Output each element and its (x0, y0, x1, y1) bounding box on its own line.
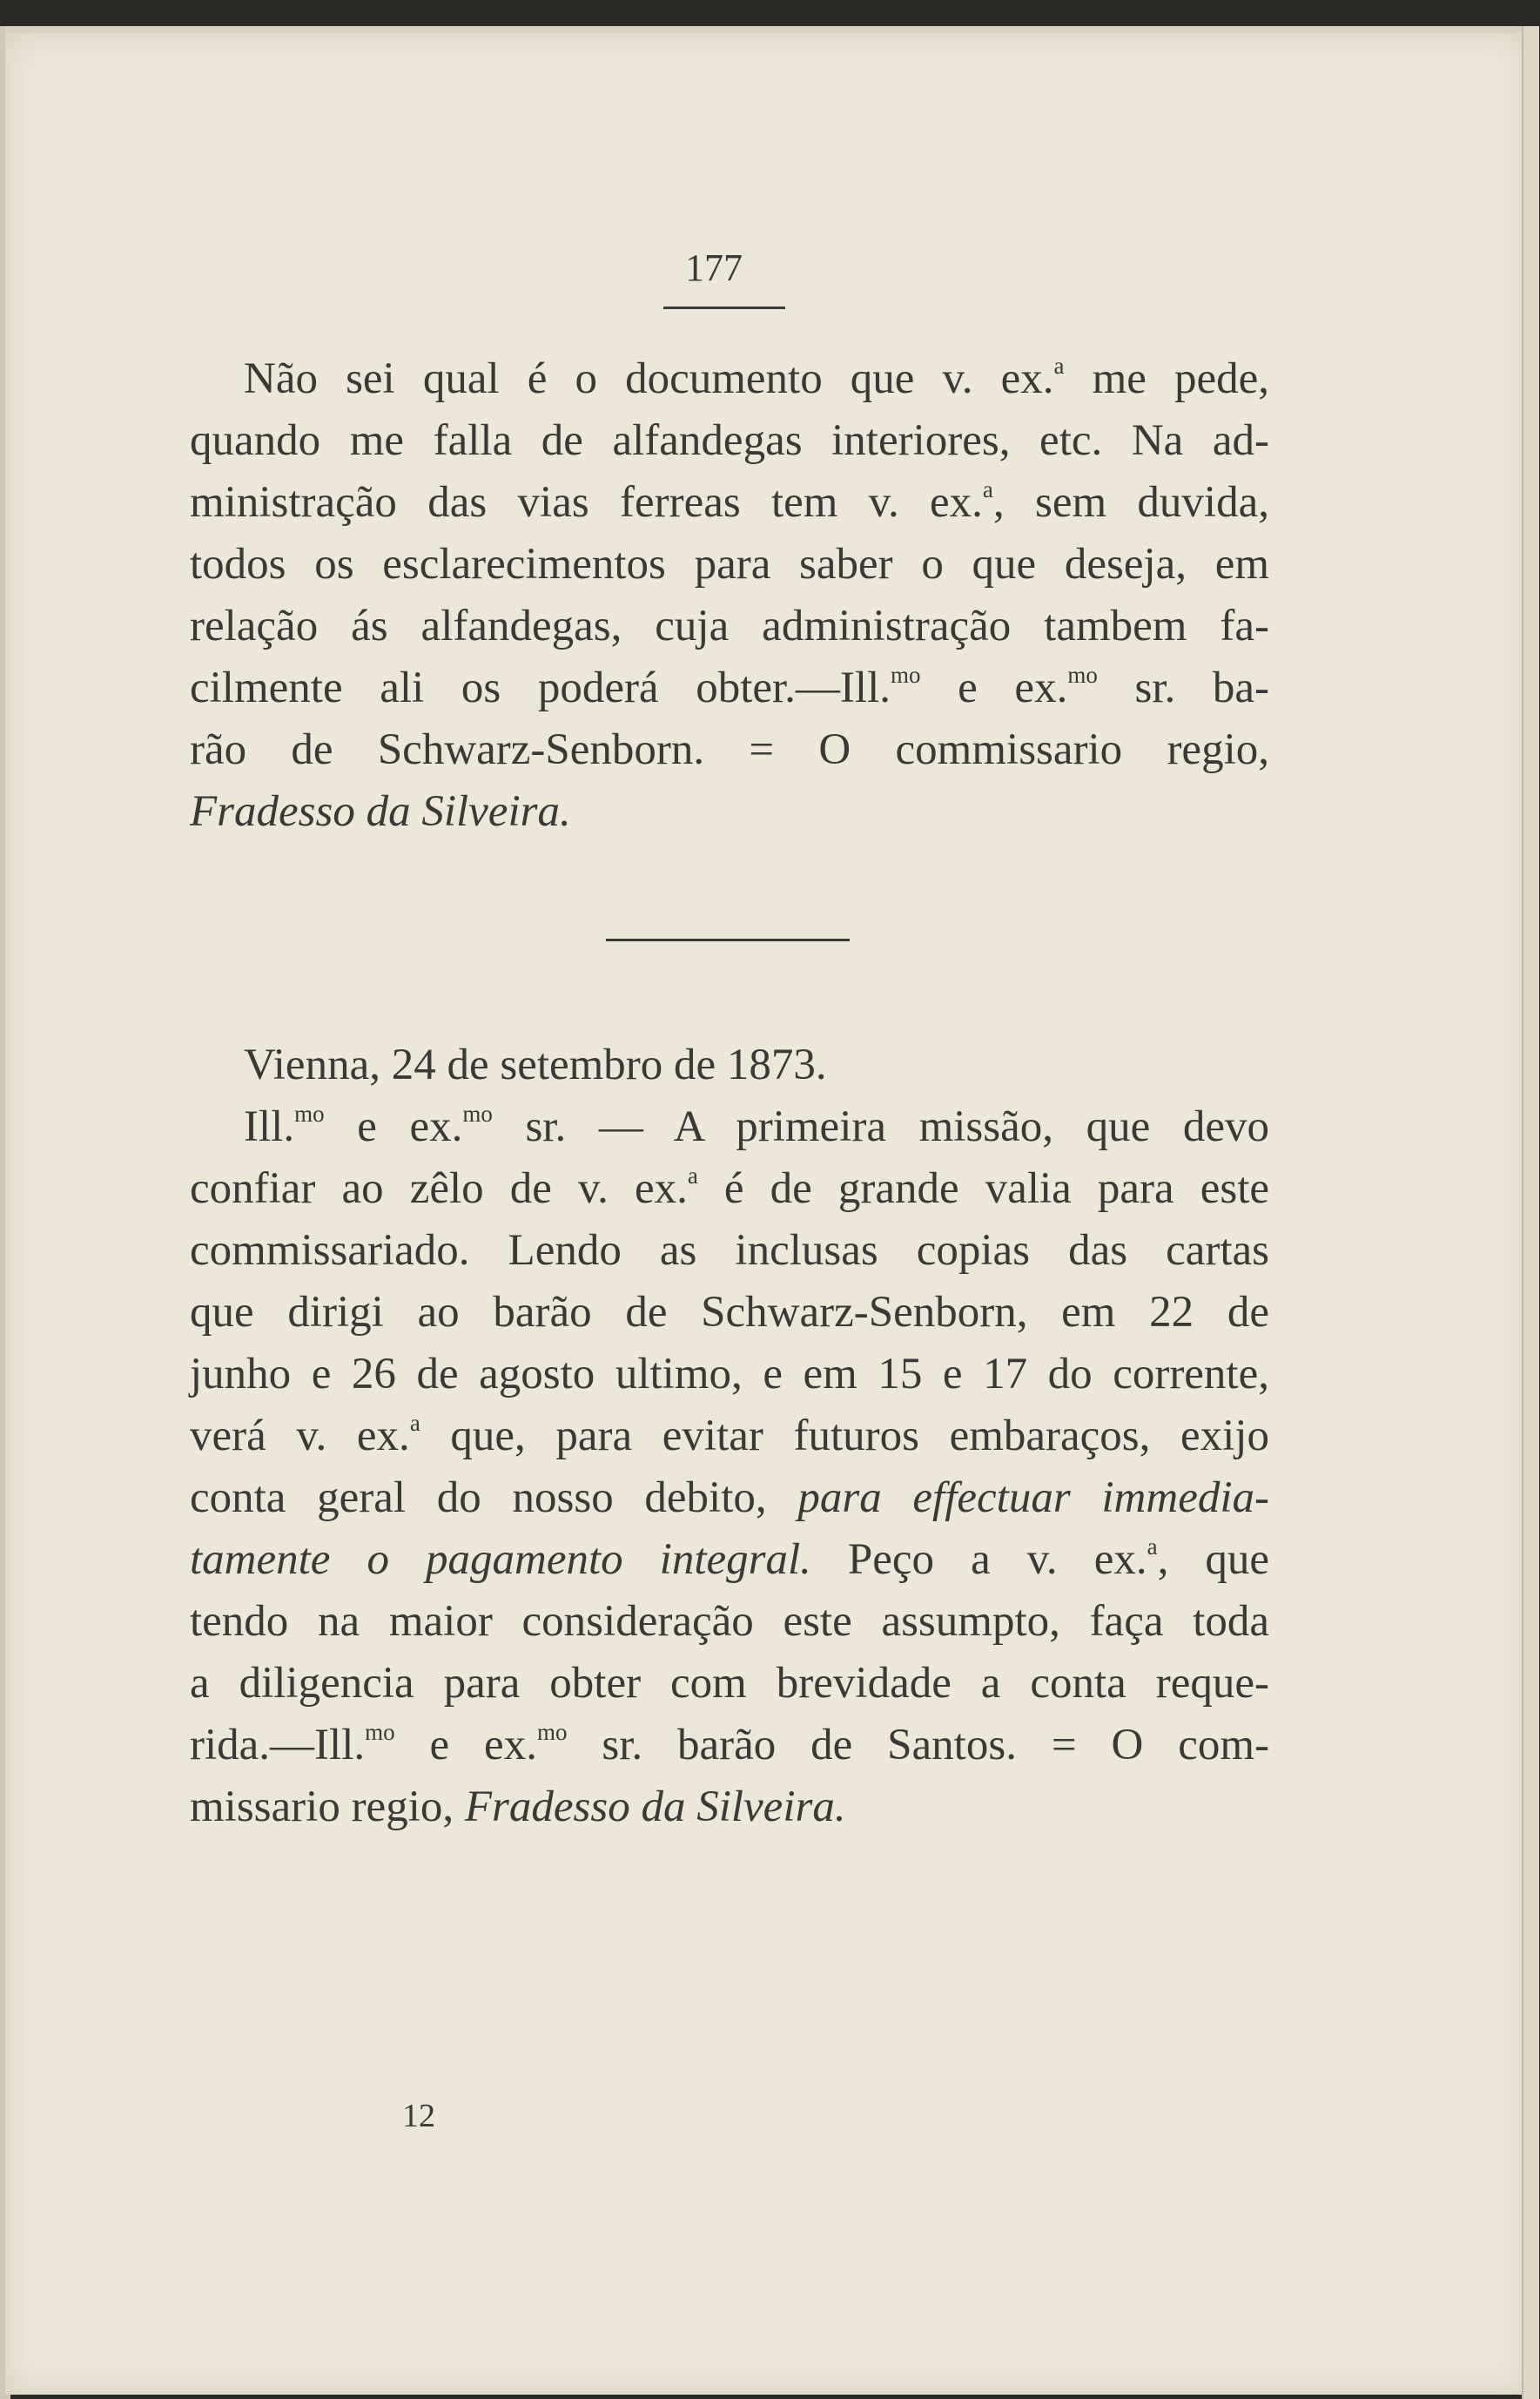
letter-2-line-1: Ill.$^{mo}$ e ex.$^{mo}$ sr. — A primeira missão, que devo (244, 1101, 1269, 1151)
letter-1 (190, 348, 1269, 843)
letter-2-line-3: commissariado. Lendo as inclusas copias das cartas (190, 1226, 1269, 1275)
letter-2-line-11: rida.—Ill.$^{mo}$ e ex.$^{mo}$ sr. barão de Santos. = O com- (190, 1719, 1269, 1769)
page-number-rule (663, 307, 785, 309)
page-number: 177 (685, 246, 743, 289)
letter-2-line-2: confiar ao zêlo de v. ex.$^a$ é de grande valia para este (190, 1162, 1270, 1213)
letter-2-line-9: tendo na maior consideração este assumpto, faça toda (190, 1597, 1269, 1646)
letter-1-line-4: todos os esclarecimentos para saber o que deseja, em (190, 540, 1269, 589)
letter-2-dateline: Vienna, 24 de setembro de 1873. (244, 1041, 827, 1089)
letter-2-line-4: que dirigi ao barão de Schwarz-Senborn, em 22 de (190, 1288, 1269, 1337)
letter-1-line-7: rão de Schwarz-Senborn. = O commissario regio, (190, 725, 1269, 774)
letter-1-line-1: Não sei qual é o documento que v. ex.$^a$ me pede, (244, 353, 1270, 403)
letter-1-signature: Fradesso da Silveira. (190, 787, 571, 836)
letter-2-line-6: verá v. ex.$^a$ que, para evitar futuros embaraços, exijo (190, 1410, 1269, 1460)
letter-2 (190, 1034, 1269, 1838)
letter-1-line-6: cilmente ali os poderá obter.—Ill.$^{mo}$ e ex.$^{mo}$ sr. ba- (190, 662, 1269, 712)
letter-2-line-12: missario regio, Fradesso da Silveira. (190, 1782, 846, 1831)
printer-signature-mark: 12 (402, 2098, 435, 2134)
letter-1-line-2: quando me falla de alfandegas interiores, etc. Na ad- (190, 416, 1269, 465)
letter-2-line-5: junho e 26 de agosto ultimo, e em 15 e 17 do corrente, (190, 1350, 1269, 1398)
letter-2-line-10: a diligencia para obter com brevidade a conta reque- (190, 1659, 1269, 1708)
letter-1-line-3: ministração das vias ferreas tem v. ex.$^a$, sem duvida, (190, 476, 1269, 527)
letter-2-line-8: tamente o pagamento integral. Peço a v. ex.$^a$, que (190, 1533, 1269, 1584)
letter-2-line-7: conta geral do nosso debito, para effectuar immedia- (190, 1473, 1269, 1522)
letter-1-line-5: relação ás alfandegas, cuja administração tambem fa- (190, 602, 1269, 650)
page-edge-right (1522, 26, 1539, 2399)
section-separator (606, 939, 850, 941)
